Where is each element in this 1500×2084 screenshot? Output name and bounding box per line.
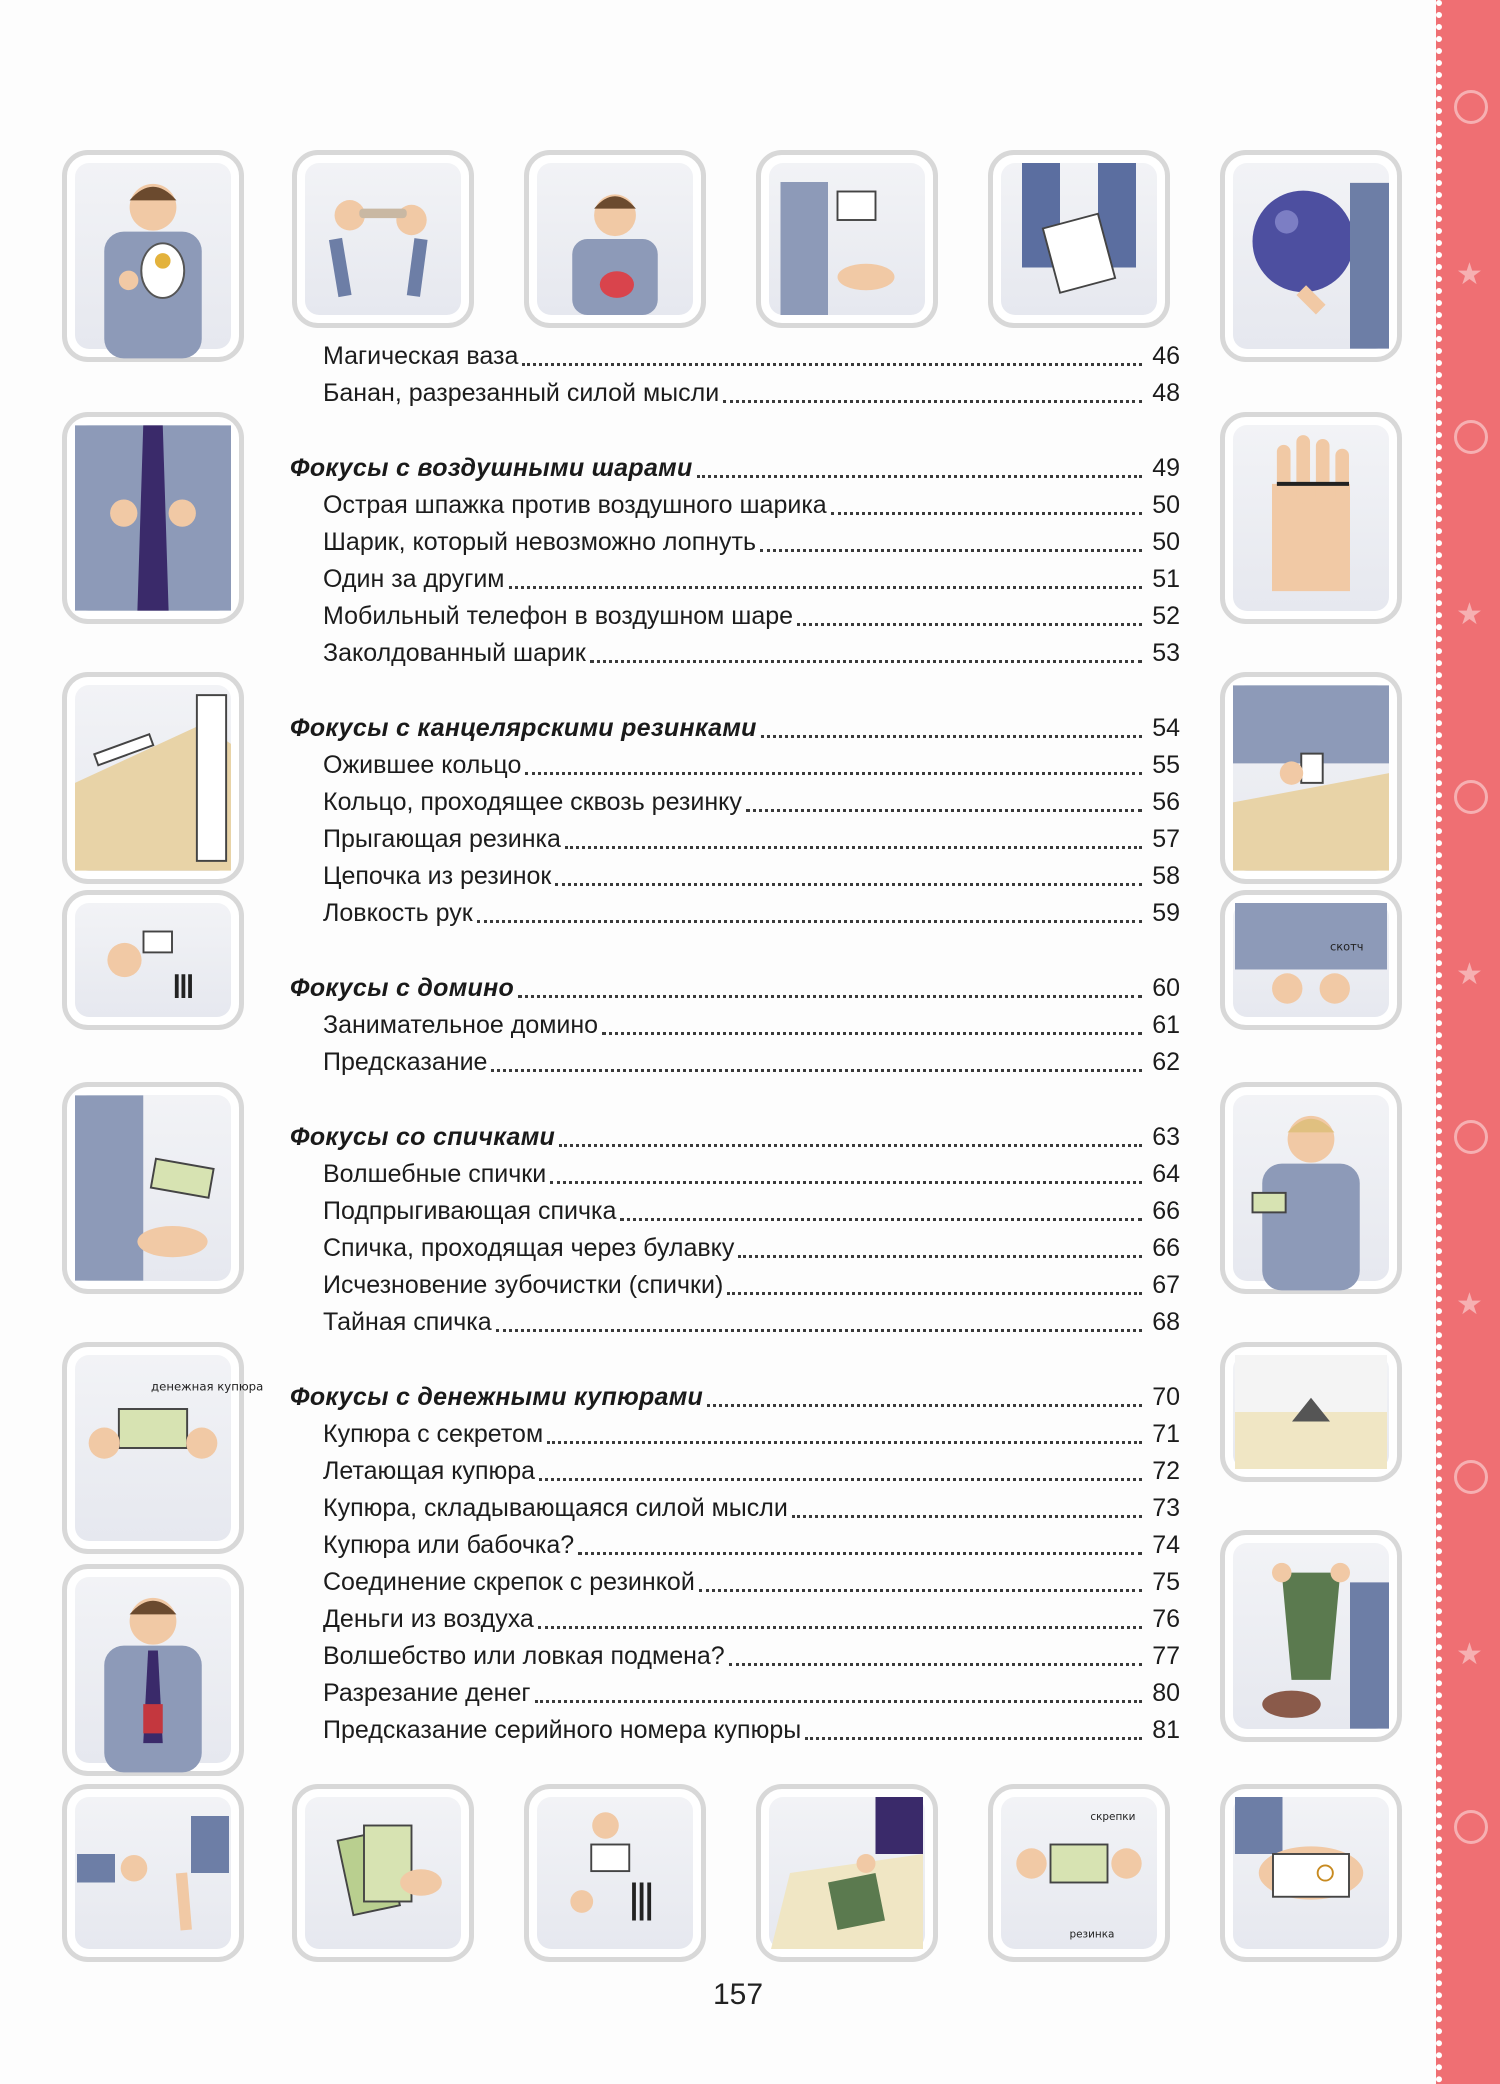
toc-entry <box>290 1492 1180 1524</box>
toc-entry-title: Цепочка из резинок <box>323 862 552 890</box>
illustration-magician-bill <box>1220 1082 1402 1294</box>
illustration-magician-tie <box>62 1564 244 1776</box>
illustration-hands-rubber-band <box>292 150 474 328</box>
toc-entry-page: 57 <box>1152 825 1180 853</box>
illustration-bills-stack <box>292 1784 474 1962</box>
toc-entry <box>290 1529 1180 1561</box>
dot-leader <box>550 1162 1142 1184</box>
toc-entry-page: 51 <box>1152 565 1180 593</box>
toc-section-title: Фокусы с канцелярскими резинками <box>290 714 757 742</box>
toc-entry <box>290 1269 1180 1301</box>
toc-entry <box>290 1009 1180 1041</box>
money-bill-label: денежная купюра <box>151 1379 264 1394</box>
toc-entry-page: 50 <box>1152 491 1180 519</box>
star-ornament: ★ <box>1456 257 1483 292</box>
toc-entry-page: 53 <box>1152 639 1180 667</box>
toc-entry <box>290 1566 1180 1598</box>
toc-entry <box>290 860 1180 892</box>
toc-section-heading <box>290 1121 1180 1153</box>
illustration-hands-bill-tie <box>1220 1530 1402 1742</box>
toc-section-title: Фокусы с денежными купюрами <box>290 1383 704 1411</box>
toc-section-page: 60 <box>1152 974 1180 1002</box>
toc-entry-title: Купюра, складывающаяся силой мысли <box>323 1494 788 1522</box>
dot-leader <box>539 1459 1142 1481</box>
star-ornament: ★ <box>1456 1637 1483 1672</box>
toc-entry-page: 58 <box>1152 862 1180 890</box>
dot-leader <box>805 1718 1142 1740</box>
toc-entry-page: 59 <box>1152 899 1180 927</box>
illustration-magician-vase <box>62 150 244 362</box>
toc-entry <box>290 1306 1180 1338</box>
toc-entry-title: Кольцо, проходящее сквозь резинку <box>323 788 742 816</box>
toc-section-page: 70 <box>1152 1383 1180 1411</box>
dot-leader <box>831 493 1142 515</box>
toc-entry-page: 48 <box>1152 379 1180 407</box>
swirl-ornament <box>1454 1810 1488 1844</box>
toc-entry <box>290 1455 1180 1487</box>
dot-leader <box>525 753 1142 775</box>
dot-leader <box>723 381 1142 403</box>
swirl-ornament <box>1454 780 1488 814</box>
toc-section-title: Фокусы со спичками <box>290 1123 556 1151</box>
toc-entry-title: Подпрыгивающая спичка <box>323 1197 617 1225</box>
illustration-hand-rubber-bands <box>1220 412 1402 624</box>
toc-entry-title: Купюра с секретом <box>323 1420 544 1448</box>
toc-entry <box>290 1232 1180 1264</box>
illustration-money-bill-label <box>62 1342 264 1554</box>
toc-entry-page: 46 <box>1152 342 1180 370</box>
toc-entry-page: 81 <box>1152 1716 1180 1744</box>
illustration-purple-balloon <box>1220 150 1402 362</box>
swirl-ornament <box>1454 1120 1488 1154</box>
illustration-fingers-match <box>62 1784 244 1962</box>
swirl-ornament <box>1454 1460 1488 1494</box>
illustration-folding-bill <box>756 1784 938 1962</box>
dot-leader <box>697 456 1142 478</box>
toc-section-page: 49 <box>1152 454 1180 482</box>
dot-leader <box>518 976 1142 998</box>
toc-entry-title: Банан, разрезанный силой мысли <box>323 379 720 407</box>
toc-entry-title: Ловкость рук <box>323 899 473 927</box>
toc-entry-page: 66 <box>1152 1234 1180 1262</box>
illustration-hands-card <box>756 150 938 328</box>
toc-entry-title: Ожившее кольцо <box>323 751 522 779</box>
toc-entry-title: Спичка, проходящая через булавку <box>323 1234 735 1262</box>
toc-entry <box>290 1195 1180 1227</box>
toc-entry-page: 74 <box>1152 1531 1180 1559</box>
toc-entry-title: Соединение скрепок с резинкой <box>323 1568 695 1596</box>
toc-section-title: Фокусы с домино <box>290 974 515 1002</box>
dot-leader <box>491 1050 1142 1072</box>
dot-leader <box>509 567 1143 589</box>
dot-leader <box>547 1422 1142 1444</box>
dot-leader <box>797 604 1142 626</box>
toc-entry-title: Купюра или бабочка? <box>323 1531 575 1559</box>
toc-entry-page: 68 <box>1152 1308 1180 1336</box>
dot-leader <box>746 790 1142 812</box>
toc-entry-title: Острая шпажка против воздушного шарика <box>323 491 827 519</box>
toc-entry-page: 77 <box>1152 1642 1180 1670</box>
toc-entry <box>290 1714 1180 1746</box>
toc-entry-page: 62 <box>1152 1048 1180 1076</box>
dot-leader <box>727 1273 1142 1295</box>
paperclips-label: скрепки <box>1090 1810 1136 1823</box>
toc-entry-page: 56 <box>1152 788 1180 816</box>
star-ornament: ★ <box>1456 1287 1483 1322</box>
dot-leader <box>792 1496 1142 1518</box>
dot-leader <box>620 1199 1142 1221</box>
toc-entry <box>290 563 1180 595</box>
illustration-matchbox <box>524 1784 706 1962</box>
toc-entry-title: Волшебство или ловкая подмена? <box>323 1642 725 1670</box>
toc-entry <box>290 1640 1180 1672</box>
toc-entry-page: 61 <box>1152 1011 1180 1039</box>
toc-entry-title: Исчезновение зубочистки (спички) <box>323 1271 724 1299</box>
toc-entry-page: 76 <box>1152 1605 1180 1633</box>
toc-section-heading <box>290 712 1180 744</box>
toc-entry <box>290 526 1180 558</box>
dot-leader <box>738 1236 1142 1258</box>
dot-leader <box>602 1013 1142 1035</box>
toc-section-page: 63 <box>1152 1123 1180 1151</box>
illustration-tie-rubber-band <box>62 412 244 624</box>
toc-entry-page: 64 <box>1152 1160 1180 1188</box>
toc-entry-title: Разрезание денег <box>323 1679 531 1707</box>
dot-leader <box>590 641 1142 663</box>
rubber-band-label: резинка <box>1069 1928 1115 1941</box>
toc-entry-title: Магическая ваза <box>323 342 519 370</box>
illustration-tape-hands <box>1220 890 1402 1030</box>
toc-entry-page: 50 <box>1152 528 1180 556</box>
toc-entry-title: Мобильный телефон в воздушном шаре <box>323 602 794 630</box>
swirl-ornament <box>1454 90 1488 124</box>
toc-section-heading <box>290 452 1180 484</box>
dot-leader <box>565 827 1142 849</box>
toc-entry-title: Волшебные спички <box>323 1160 547 1188</box>
toc-entry-page: 71 <box>1152 1420 1180 1448</box>
dot-leader <box>707 1385 1142 1407</box>
toc-entry-page: 67 <box>1152 1271 1180 1299</box>
star-ornament: ★ <box>1456 597 1483 632</box>
illustration-folded-bill <box>1220 1342 1402 1482</box>
toc-entry-page: 55 <box>1152 751 1180 779</box>
dot-leader <box>496 1310 1142 1332</box>
toc-entry-title: Занимательное домино <box>323 1011 599 1039</box>
toc-section-heading <box>290 1381 1180 1413</box>
toc-entry <box>290 1158 1180 1190</box>
toc-entry-title: Летающая купюра <box>323 1457 536 1485</box>
illustration-paperclips-rubber-band <box>988 1784 1170 1962</box>
dot-leader <box>699 1570 1142 1592</box>
toc-entry-title: Заколдованный шарик <box>323 639 586 667</box>
toc-entry-page: 72 <box>1152 1457 1180 1485</box>
toc-entry-title: Шарик, который невозможно лопнуть <box>323 528 757 556</box>
star-ornament: ★ <box>1456 957 1483 992</box>
toc-entry-title: Прыгающая резинка <box>323 825 561 853</box>
toc-section-page: 54 <box>1152 714 1180 742</box>
toc-entry <box>290 600 1180 632</box>
toc-entry <box>290 823 1180 855</box>
dot-leader <box>535 1681 1143 1703</box>
dot-leader <box>522 344 1142 366</box>
toc-entry <box>290 1677 1180 1709</box>
toc-entry-page: 80 <box>1152 1679 1180 1707</box>
page-number: 157 <box>712 1978 764 2011</box>
toc-entry <box>290 897 1180 929</box>
illustration-domino-table <box>62 672 244 884</box>
dot-leader <box>555 864 1142 886</box>
swirl-ornament <box>1454 420 1488 454</box>
toc-entry-title: Предсказание серийного номера купюры <box>323 1716 802 1744</box>
illustration-magician-balloon <box>524 150 706 328</box>
toc-entry <box>290 1046 1180 1078</box>
dot-leader <box>559 1125 1142 1147</box>
toc-entry <box>290 637 1180 669</box>
toc-entry <box>290 1603 1180 1635</box>
decorative-side-strip <box>1436 0 1500 2084</box>
toc-entry <box>290 489 1180 521</box>
toc-entry-title: Тайная спичка <box>323 1308 492 1336</box>
toc-entry <box>290 749 1180 781</box>
dot-leader <box>477 901 1142 923</box>
toc-entry-title: Один за другим <box>323 565 505 593</box>
illustration-hands-money <box>62 1082 244 1294</box>
dot-leader <box>761 716 1142 738</box>
tape-label: скотч <box>1330 939 1364 954</box>
illustration-domino-hand <box>1220 672 1402 884</box>
illustration-envelope-hand <box>1220 1784 1402 1962</box>
toc-section-title: Фокусы с воздушными шарами <box>290 454 693 482</box>
toc-entry-page: 52 <box>1152 602 1180 630</box>
illustration-newspaper <box>988 150 1170 328</box>
dot-leader <box>578 1533 1142 1555</box>
toc-entry-page: 66 <box>1152 1197 1180 1225</box>
toc-entry <box>290 377 1180 409</box>
dot-leader <box>729 1644 1142 1666</box>
dot-leader <box>538 1607 1142 1629</box>
toc-entry <box>290 786 1180 818</box>
toc-entry-page: 75 <box>1152 1568 1180 1596</box>
toc-entry <box>290 1418 1180 1450</box>
toc-entry-page: 73 <box>1152 1494 1180 1522</box>
dot-leader <box>760 530 1142 552</box>
toc-entry-title: Предсказание <box>323 1048 488 1076</box>
illustration-hands-matches <box>62 890 244 1030</box>
toc-entry <box>290 340 1180 372</box>
toc-section-heading <box>290 972 1180 1004</box>
toc-entry-title: Деньги из воздуха <box>323 1605 534 1633</box>
